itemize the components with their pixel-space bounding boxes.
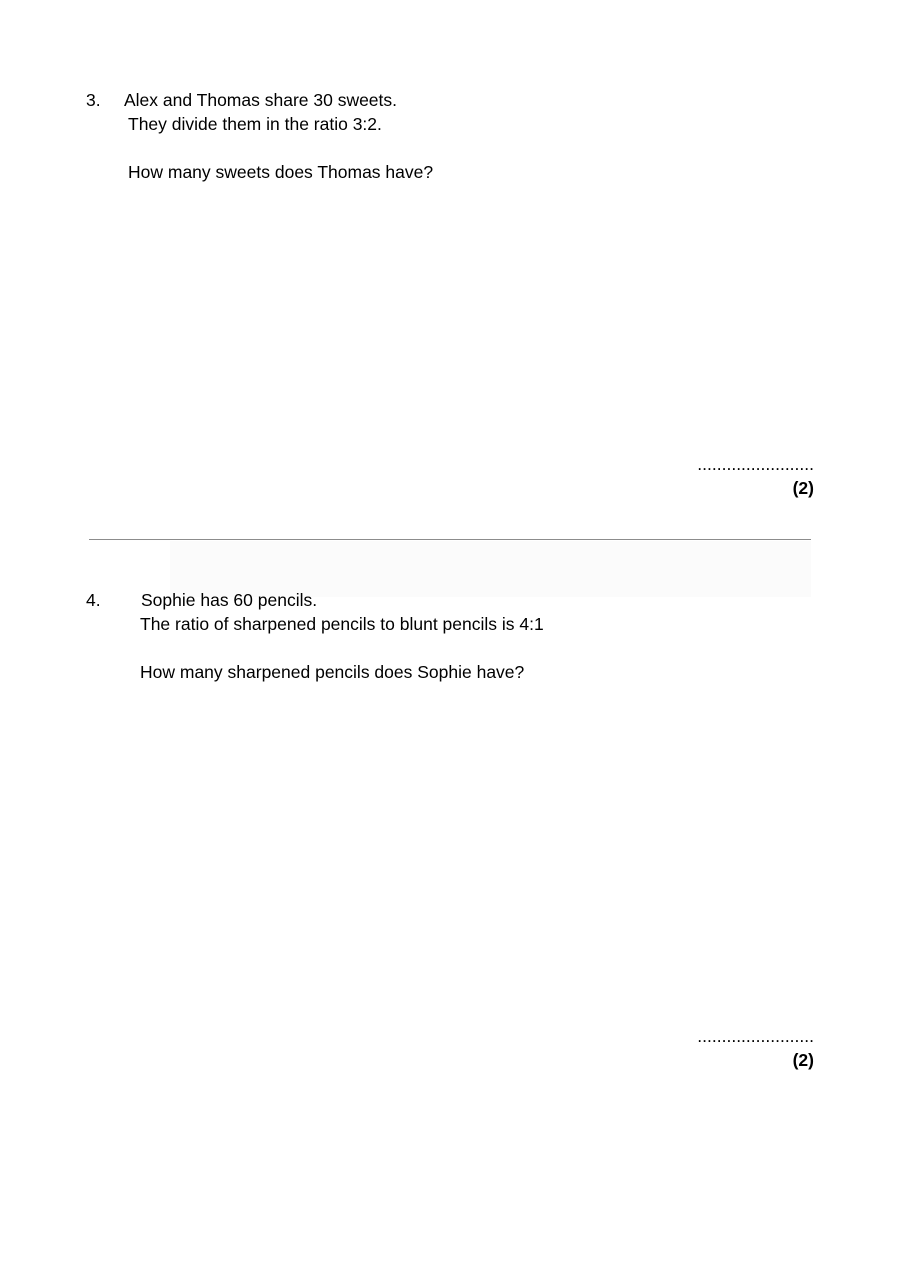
question-text-line: They divide them in the ratio 3:2.: [128, 114, 382, 134]
question-number: 3.: [86, 90, 101, 110]
question-prompt: How many sweets does Thomas have?: [128, 162, 434, 182]
answer-line[interactable]: ........................: [697, 454, 814, 474]
question-text-line: Alex and Thomas share 30 sweets.: [124, 90, 398, 110]
answer-line[interactable]: ........................: [697, 1026, 814, 1046]
question-prompt: How many sharpened pencils does Sophie have?: [140, 662, 525, 682]
question-text-line: The ratio of sharpened pencils to blunt pencils is 4:1: [140, 614, 544, 634]
question-number: 4.: [86, 590, 101, 610]
marks-label: (2): [792, 1050, 814, 1070]
marks-label: (2): [792, 478, 814, 498]
question-text-line: Sophie has 60 pencils.: [141, 590, 318, 610]
question-divider: [89, 539, 811, 540]
